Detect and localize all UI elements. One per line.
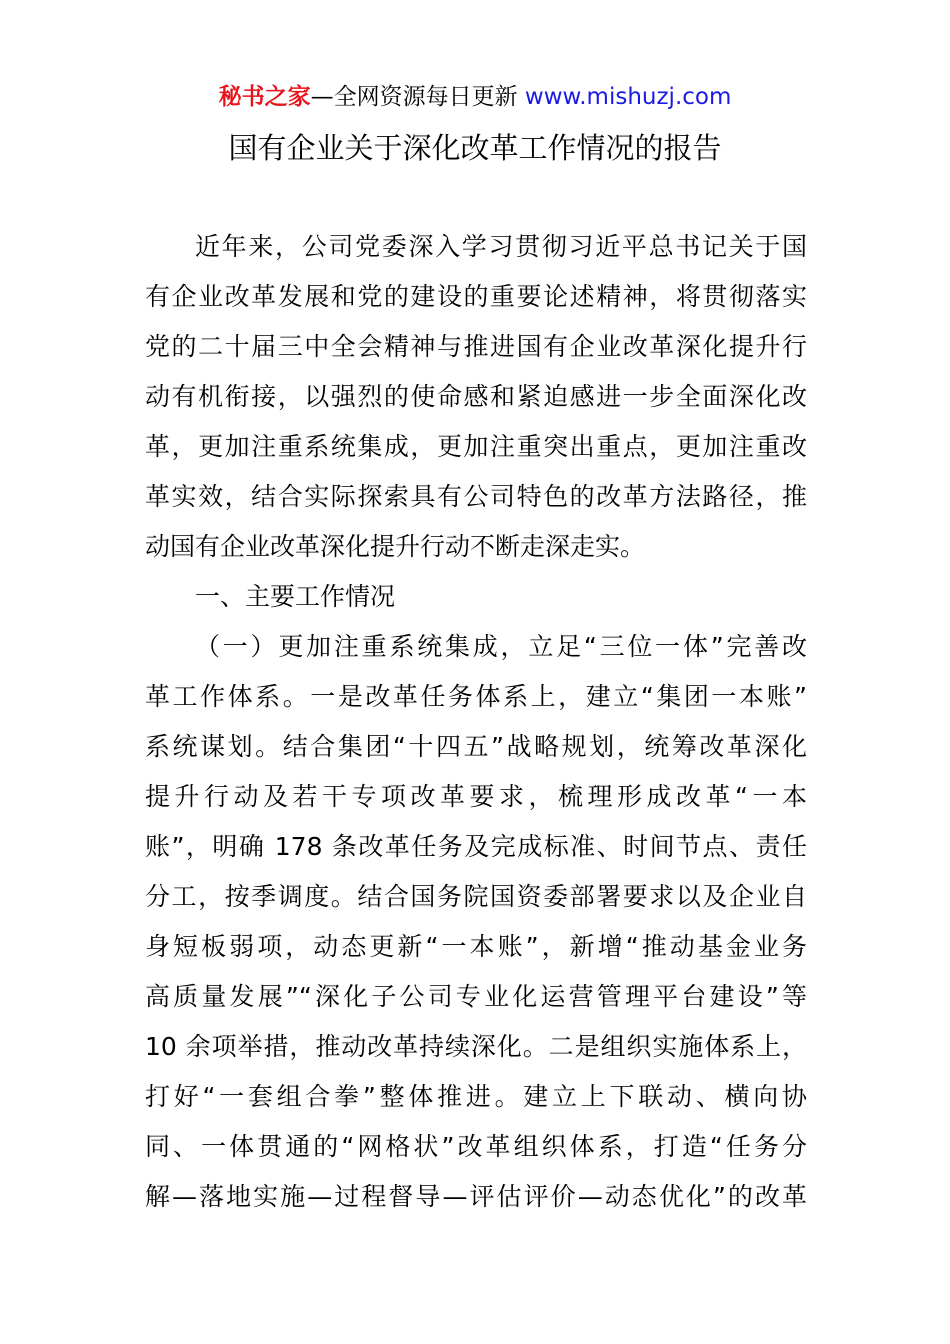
brand-name: 秘书之家	[218, 84, 311, 110]
section-heading: 一、主要工作情况	[195, 582, 396, 611]
document-title: 国有企业关于深化改革工作情况的报告	[228, 131, 722, 165]
body-line: 有企业改革发展和党的建设的重要论述精神，将贯彻落实	[145, 282, 807, 311]
body-line: 动有机衔接，以强烈的使命感和紧迫感进一步全面深化改	[145, 382, 807, 411]
banner-tagline: —全网资源每日更新	[310, 84, 525, 110]
body-line: 10 余项举措，推动改革持续深化。二是组织实施体系上，	[145, 1032, 807, 1061]
document-body	[145, 222, 807, 1222]
body-line: 系统谋划。结合集团“十四五”战略规划，统筹改革深化	[145, 732, 807, 761]
body-line: 同、一体贯通的“网格状”改革组织体系，打造“任务分	[145, 1132, 807, 1161]
body-line: 高质量发展”“深化子公司专业化运营管理平台建设”等	[145, 982, 807, 1011]
body-line: 账”，明确 178 条改革任务及完成标准、时间节点、责任	[145, 832, 807, 861]
body-line: 动国有企业改革深化提升行动不断走深走实。	[145, 532, 646, 561]
body-line: 革，更加注重系统集成，更加注重突出重点，更加注重改	[145, 432, 807, 461]
body-line: （一）更加注重系统集成，立足“三位一体”完善改	[195, 632, 807, 661]
body-line: 革工作体系。一是改革任务体系上，建立“集团一本账”	[145, 682, 807, 711]
body-line: 提升行动及若干专项改革要求，梳理形成改革“一本	[145, 782, 807, 811]
body-line: 身短板弱项，动态更新“一本账”，新增“推动基金业务	[145, 932, 807, 961]
body-line: 打好“一套组合拳”整体推进。建立上下联动、横向协	[145, 1082, 807, 1111]
body-line: 近年来，公司党委深入学习贯彻习近平总书记关于国	[195, 232, 807, 261]
body-line: 党的二十届三中全会精神与推进国有企业改革深化提升行	[145, 332, 807, 361]
body-line: 解—落地实施—过程督导—评估评价—动态优化”的改革	[145, 1182, 807, 1211]
site-url-link[interactable]: www.mishuzj.com	[524, 84, 732, 110]
site-banner	[0, 80, 950, 114]
body-line: 革实效，结合实际探索具有公司特色的改革方法路径，推	[145, 482, 807, 511]
body-line: 分工，按季调度。结合国务院国资委部署要求以及企业自	[145, 882, 807, 911]
